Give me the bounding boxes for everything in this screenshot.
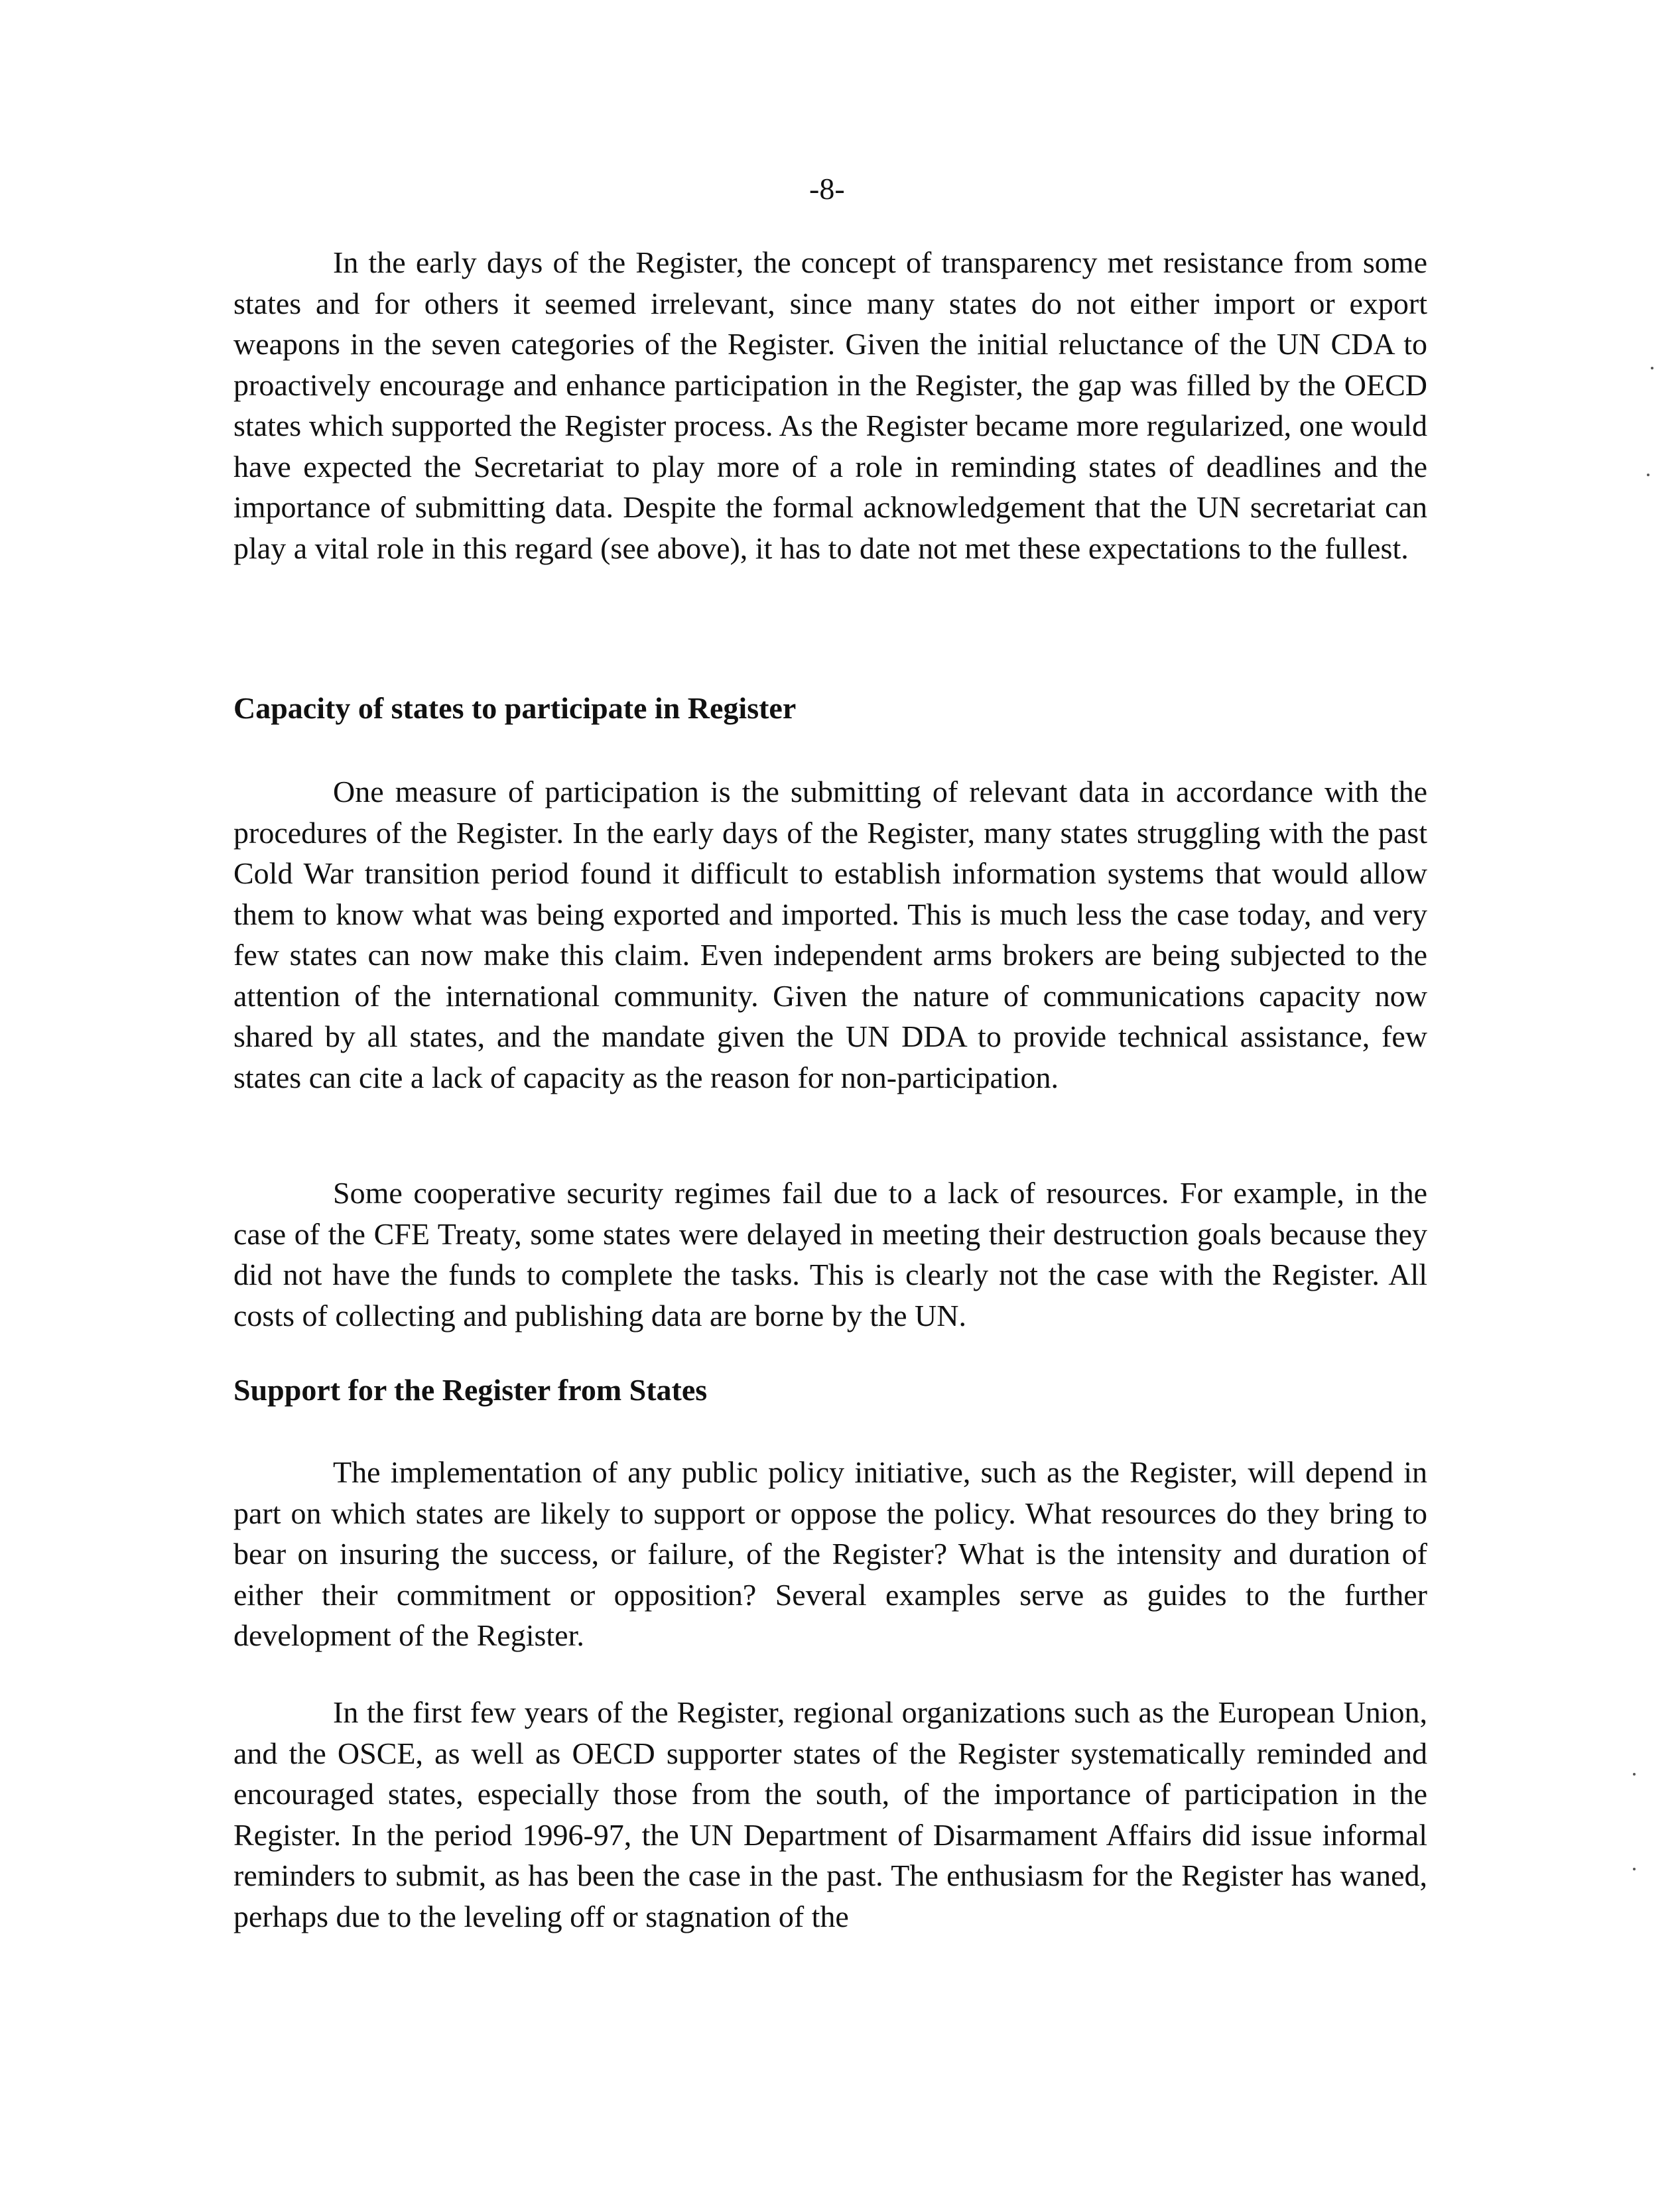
paragraph-public-policy-initiative: The implementation of any public policy initiative, such as the Register, will depend in part on which states are likely to support or oppose the policy. What resources do they bring to bear on insuring the success, or failure, of the Register? What is the intensity and duration of either their commitment or opposition? Several examples serve as guides to the further development of the Register. [233, 1455, 1427, 1652]
paragraph-cooperative-security-regimes: Some cooperative security regimes fail due to a lack of resources. For example, in the case of the CFE Treaty, some states were delayed in meeting their destruction goals because they did not have the funds to complete the tasks. This is clearly not the case with the Register. All costs of collecting and publishing data are borne by the UN. [233, 1176, 1427, 1332]
paragraph-measure-of-participation: One measure of participation is the submitting of relevant data in accordance with the procedures of the Register. In the early days of the Register, many states struggling with the past Cold War transition period found it difficult to establish information systems that would allow them to know what was being exported and imported. This is much less the case today, and very few states can now make this claim. Even independent arms brokers are being subjected to the attention of the international community. Given the nature of communications capacity now shared by all states, and the mandate given the UN DDA to provide technical assistance, few states can cite a lack of capacity as the reason for non-participation. [233, 775, 1427, 1094]
scan-speck [1647, 474, 1649, 476]
scan-speck [1651, 367, 1653, 369]
heading-capacity-of-states: Capacity of states to participate in Register [233, 691, 797, 725]
scan-speck [1633, 1868, 1636, 1870]
page-number: -8- [809, 172, 845, 206]
heading-support-from-states: Support for the Register from States [233, 1373, 708, 1407]
paragraph-regional-organizations: In the first few years of the Register, regional organizations such as the European Union, and the OSCE, as well as OECD supporter states of the Register systematically reminded and encouraged states, especially those from the south, of the importance of participation in the Register. In the period 1996-97, the UN Department of Disarmament Affairs did issue informal reminders to submit, as has been the case in the past. The enthusiasm for the Register has waned, perhaps due to the leveling off or stagnation of the [233, 1695, 1427, 1933]
paragraph-transparency-early-days: In the early days of the Register, the concept of transparency met resistance from some states and for others it seemed irrelevant, since many states do not either import or export weapons in the seven categories of the Register. Given the initial reluctance of the UN CDA to proactively encourage and enhance participation in the Register, the gap was filled by the OECD states which supported the Register process. As the Register became more regularized, one would have expected the Secretariat to play more of a role in reminding states of deadlines and the importance of submitting data. Despite the formal acknowledgement that the UN secretariat can play a vital role in this regard (see above), it has to date not met these expectations to the fullest. [233, 245, 1427, 565]
scan-speck [1633, 1773, 1636, 1776]
